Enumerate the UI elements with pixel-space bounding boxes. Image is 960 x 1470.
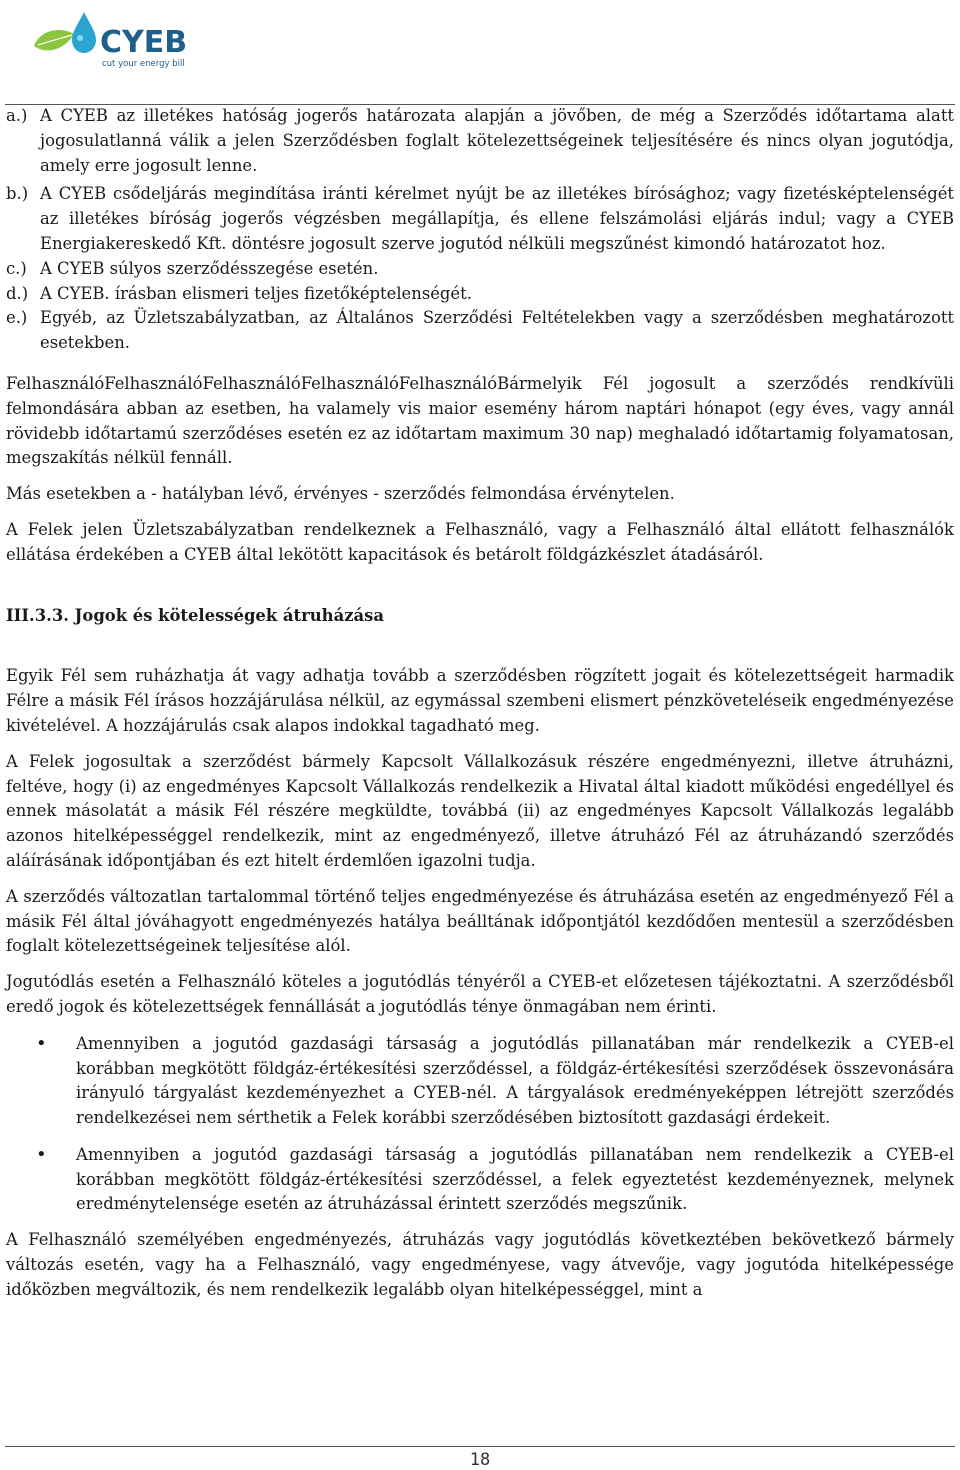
- list-item: [6, 182, 954, 256]
- paragraph-succession: Jogutódlás esetén a Felhasználó köteles a jogutódlás tényéről a CYEB-et előzetesen tájékoztatni. A szerződésből eredő jogok és kötelezettségek fennállását a jogutódlás ténye önmagában nem érinti.: [6, 972, 954, 1016]
- bullet-item: [6, 1143, 954, 1217]
- bullet-item: [6, 1032, 954, 1131]
- paragraph-creditworthiness: A Felhasználó személyében engedményezés, átruházás vagy jogutódlás következtében bekövetkező bármely változás esetén, vagy ha a Felhasználó, vagy engedményese, vagy átvevője, vagy jogutóda hitelképessége időközben megváltozik, és nem rendelkezik legalább olyan hitelképességgel, mint a: [6, 1230, 954, 1299]
- bullet-symbol: •: [36, 1032, 47, 1054]
- paragraph-force-majeure: FelhasználóFelhasználóFelhasználóFelhasználóFelhasználóBármelyik Fél jogosult a szerződés rendkívüli felmondására abban az esetben, ha valamely vis maior esemény három naptári hónapot (egy éves, vagy annál rövidebb időtartamú szerződéses esetén ez az időtartam maximum 30 nap) meghaladó időtartamig folyamatosan, megszakítás nélkül fennáll.: [6, 373, 954, 468]
- list-item: [6, 257, 954, 282]
- list-item: [6, 306, 954, 356]
- list-item-label: a.): [6, 106, 28, 125]
- bullet-text: Amennyiben a jogutód gazdasági társaság a jogutódlás pillanatában már rendelkezik a CYEB-el korábban megkötött földgáz-értékesítési szerződéssel, a földgáz-értékesítési szerződések összevonására irányuló tárgyalást kezdeményezhet a CYEB-nél. A tárgyalások eredményeképpen létrejött szerződés rendelkezései nem sérthetik a Felek korábbi szerződésében biztosított gazdasági érdekeit.: [76, 1033, 954, 1128]
- list-item-label: b.): [6, 184, 29, 204]
- brand-name: CYEB: [100, 25, 188, 60]
- paragraph-capacity-transfer: A Felek jelen Üzletszabályzatban rendelkeznek a Felhasználó, vagy a Felhasználó által ellátott felhasználók ellátása érdekében a CYEB által lekötött kapacitások és betárolt földgázkészlet átadásáról.: [6, 519, 954, 564]
- paragraph-termination-invalid: Más esetekben a - hatályban lévő, érvényes - szerződés felmondása érvénytelen.: [6, 484, 675, 504]
- footer-divider: [5, 1446, 955, 1447]
- section-heading: III.3.3. Jogok és kötelességek átruházása: [6, 605, 384, 625]
- list-item-label: e.): [6, 308, 28, 328]
- list-item-label: d.): [6, 283, 29, 303]
- brand-tagline: cut your energy bill: [102, 59, 185, 69]
- cyeb-logo-icon: [30, 8, 210, 78]
- paragraph-affiliate-assignment: A Felek jogosultak a szerződést bármely Kapcsolt Vállalkozásuk részére engedményezni, illetve átruházni, feltéve, hogy (i) az engedményes Kapcsolt Vállalkozás rendelkezik a Hivatal által kiadott működési engedéllyel és ennek másolatát a másik Fél részére megküldte, továbbá (ii) az engedményes Kapcsolt Vállalkozás legalább azonos hitelképességgel rendelkezik, mint az engedményező, illetve átruházó Fél az átruházandó szerződés aláírásának időpontjában és ezt hitelt érdemlően igazolni tudja.: [6, 751, 954, 870]
- list-item-text: A CYEB az illetékes hatóság jogerős határozata alapján a jövőben, de még a Szerződés időtartama alatt jogosulatlanná válik a jelen Szerződésben foglalt kötelezettségeinek teljesítésére és nincs olyan jogutódja, amely erre jogosult lenne.: [40, 106, 954, 175]
- list-item-text: A CYEB súlyos szerződésszegése esetén.: [40, 258, 379, 278]
- list-item-label: c.): [6, 258, 27, 278]
- bullet-text: Amennyiben a jogutód gazdasági társaság a jogutódlás pillanatában nem rendelkezik a CYEB-el korábban megkötött földgáz-értékesítési szerződéssel, a felek egyeztetést kezdeményeznek, melynek eredménytelensége esetén az átruházással érintett szerződés megszűnik.: [76, 1144, 954, 1214]
- paragraph-assignment-consent: Egyik Fél sem ruházhatja át vagy adhatja tovább a szerződésben rögzített jogait és kötelezettségeit harmadik Félre a másik Fél írásos hozzájárulása nélkül, az egymással szembeni elismert pénzköveteléseik engedményezése kivételével. A hozzájárulás csak alapos indokkal tagadható meg.: [6, 666, 954, 735]
- list-item: [6, 104, 954, 178]
- list-item: [6, 282, 954, 307]
- paragraph-full-assignment: A szerződés változatlan tartalommal történő teljes engedményezése és átruházása esetén az engedményező Fél a másik Fél által jóváhagyott engedményezés hatálya beálltának időpontjától kezdődően mentesül a szerződésben foglalt kötelezettségeinek teljesítése alól.: [6, 886, 954, 956]
- bullet-symbol: •: [36, 1143, 47, 1165]
- page-number: 18: [469, 1450, 491, 1470]
- document-body: [6, 104, 954, 1303]
- list-item-text: Egyéb, az Üzletszabályzatban, az Általános Szerződési Feltételekben vagy a szerződésben meghatározott esetekben.: [40, 308, 954, 353]
- list-item-text: A CYEB csődeljárás megindítása iránti kérelmet nyújt be az illetékes bírósághoz; vagy fizetésképtelenségét az illetékes bíróság jogerős végzésben megállapítja, és ellene felszámolási eljárás indul; vagy a CYEB Energiakereskedő Kft. döntésre jogosult szerve jogutód nélküli megszűnést kimondó határozatot hoz.: [40, 184, 954, 253]
- company-logo: [30, 8, 210, 78]
- list-item-text: A CYEB. írásban elismeri teljes fizetőképtelenségét.: [40, 283, 472, 303]
